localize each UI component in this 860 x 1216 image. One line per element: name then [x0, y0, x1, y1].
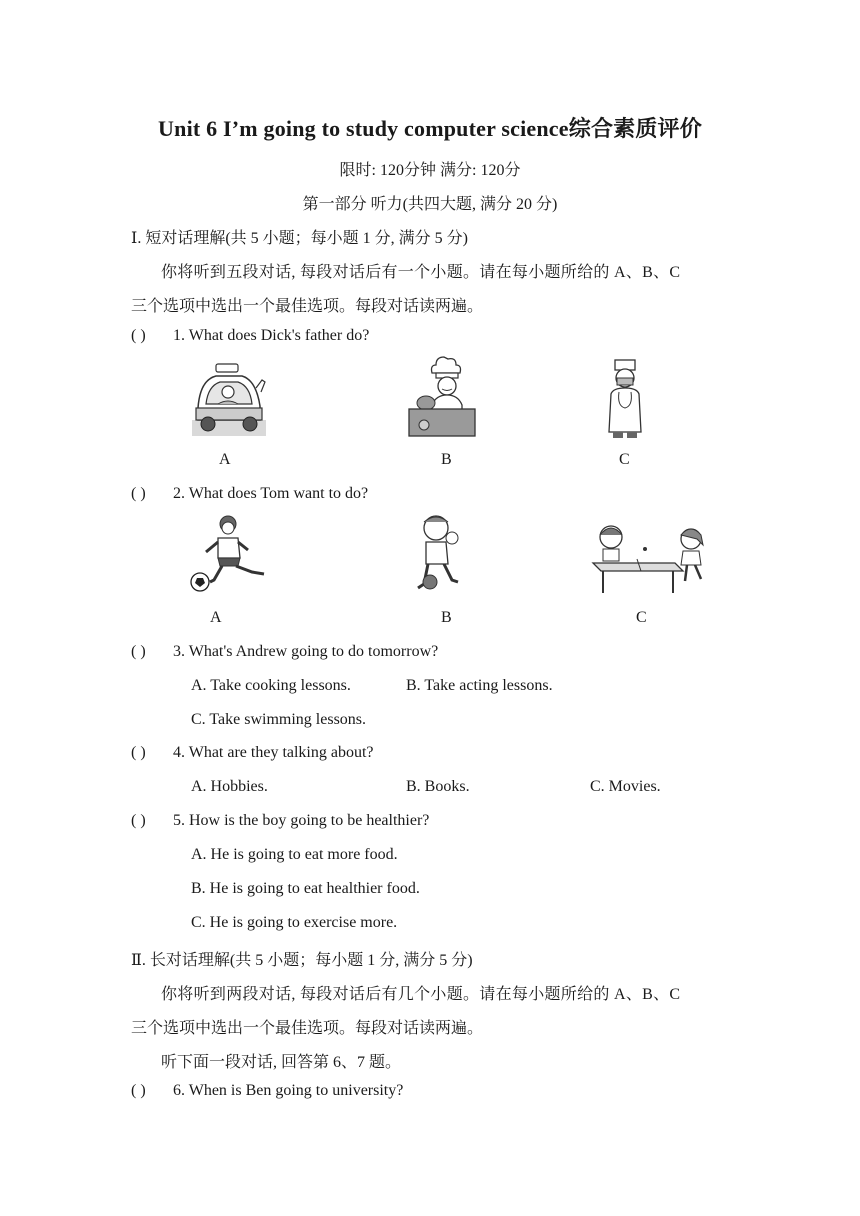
- q2-option-a-label: A: [210, 609, 222, 626]
- section2-instruction-line2: 三个选项中选出一个最佳选项。每段对话读两遍。: [131, 1020, 484, 1037]
- q2-option-b-label: B: [441, 609, 452, 626]
- question-4: [131, 744, 374, 762]
- question-text: 5. How is the boy going to be healthier?: [173, 812, 430, 829]
- q5-option-c: C. He is going to exercise more.: [191, 914, 398, 931]
- question-text: 6. When is Ben going to university?: [173, 1082, 404, 1099]
- taxi-driver-icon: [190, 358, 268, 438]
- question-text: 4. What are they talking about?: [173, 744, 374, 761]
- time-limit: 限时: 120分钟 满分: 120分: [339, 162, 521, 179]
- answer-blank[interactable]: ( ): [131, 812, 146, 829]
- section2-sub-instruction: 听下面一段对话, 回答第 6、7 题。: [161, 1054, 402, 1071]
- q3-option-c: C. Take swimming lessons.: [191, 711, 367, 728]
- answer-blank[interactable]: ( ): [131, 485, 146, 502]
- answer-blank[interactable]: ( ): [131, 327, 146, 344]
- q1-option-c-label: C: [619, 451, 630, 468]
- section1-heading: Ⅰ. 短对话理解(共 5 小题；每小题 1 分, 满分 5 分): [131, 230, 468, 247]
- q4-option-a: A. Hobbies.: [191, 778, 268, 795]
- part-title: 第一部分 听力(共四大题, 满分 20 分): [302, 196, 558, 213]
- section1-instruction-line2: 三个选项中选出一个最佳选项。每段对话读两遍。: [131, 298, 484, 315]
- section2-heading: Ⅱ. 长对话理解(共 5 小题；每小题 1 分, 满分 5 分): [131, 952, 473, 969]
- question-5: [131, 812, 429, 830]
- question-1: [131, 327, 369, 345]
- ping-pong-icon: [589, 521, 713, 595]
- section2-instruction-line1: 你将听到两段对话, 每段对话后有几个小题。请在每小题所给的 A、B、C: [161, 986, 681, 1003]
- q4-option-c: C. Movies.: [590, 778, 661, 795]
- cook-icon: [406, 355, 478, 438]
- question-text: 2. What does Tom want to do?: [173, 485, 369, 502]
- q5-option-b: B. He is going to eat healthier food.: [191, 880, 420, 897]
- question-6: [131, 1082, 403, 1100]
- soccer-boy-icon: [188, 514, 278, 594]
- q4-option-b: B. Books.: [406, 778, 470, 795]
- question-text: 1. What does Dick's father do?: [173, 327, 370, 344]
- q3-option-a: A. Take cooking lessons.: [191, 677, 351, 694]
- q2-option-c-label: C: [636, 609, 647, 626]
- q1-option-b-label: B: [441, 451, 452, 468]
- doctor-icon: [603, 358, 649, 440]
- answer-blank[interactable]: ( ): [131, 744, 146, 761]
- q5-option-a: A. He is going to eat more food.: [191, 846, 398, 863]
- question-2: [131, 485, 368, 503]
- answer-blank[interactable]: ( ): [131, 1082, 146, 1099]
- q3-option-b: B. Take acting lessons.: [406, 677, 553, 694]
- section1-instruction-line1: 你将听到五段对话, 每段对话后有一个小题。请在每小题所给的 A、B、C: [161, 264, 681, 281]
- answer-blank[interactable]: ( ): [131, 643, 146, 660]
- question-text: 3. What's Andrew going to do tomorrow?: [173, 643, 439, 660]
- q1-option-a-label: A: [219, 451, 231, 468]
- page-title: Unit 6 I’m going to study computer science综合素质评价: [158, 116, 702, 141]
- basketball-boy-icon: [410, 514, 466, 596]
- question-3: [131, 643, 438, 661]
